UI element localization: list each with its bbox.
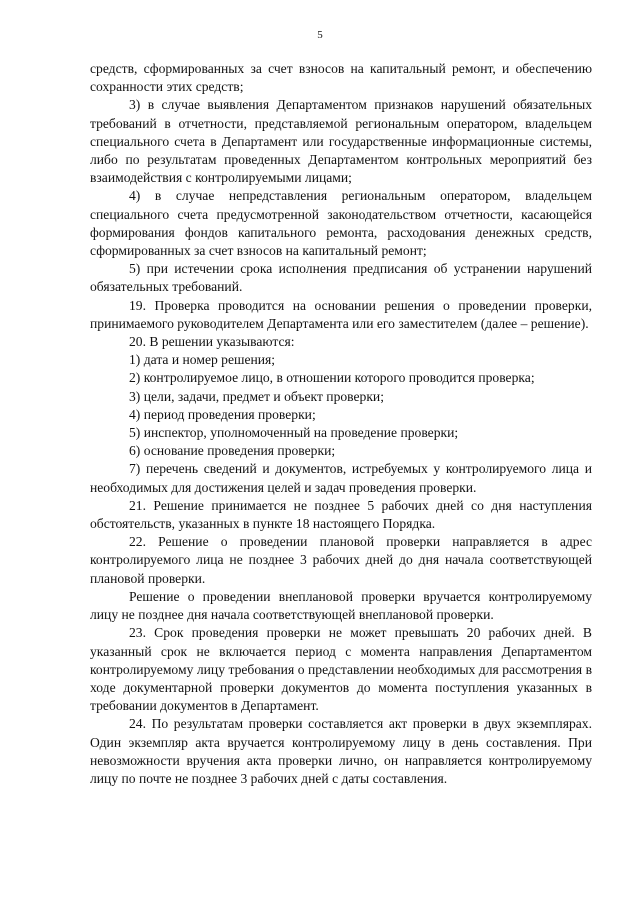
paragraph-18: 24. По результатам проверки составляется акт проверки в двух экземплярах. Один экземпляр акта вручается контролируемому лицу в день составления. При невозможности вручения акта проверки лично, он направляется контролируемому лицу по почте не позднее 3 рабочих дней с даты составления. — [90, 716, 592, 786]
page-number: 5 — [317, 29, 323, 41]
paragraph-1: средств, сформированных за счет взносов на капитальный ремонт, и обеспечению сохранности этих средств; — [90, 61, 592, 95]
paragraph-5: 19. Проверка проводится на основании решения о проведении проверки, принимаемого руководителем Департамента или его заместителем (далее – решение). — [90, 297, 592, 331]
paragraph-8: 2) контролируемое лицо, в отношении которого проводится проверка; — [129, 370, 535, 386]
paragraph-3: 4) в случае непредставления региональным оператором, владельцем специального счета предусмотренной законодательством отчетности, касающейся формирования фондов капитального ремонта, расходования денежных средств, сформированных за счет взносов на капитальный ремонт; — [90, 188, 592, 259]
paragraph-17: 23. Срок проведения проверки не может превышать 20 рабочих дней. В указанный срок не включается период с момента направления Департаментом контролируемому лицу требования о представлении необходимых для рассмотрения в ходе документарной проверки документов до момента поступления указанных в требовании документов в Департамент. — [90, 625, 592, 714]
paragraph-14: 21. Решение принимается не позднее 5 рабочих дней со дня наступления обстоятельств, указанных в пункте 18 настоящего Порядка. — [90, 497, 592, 532]
paragraph-11: 5) инспектор, уполномоченный на проведение проверки; — [129, 425, 459, 441]
paragraph-4: 5) при истечении срока исполнения предписания об устранении нарушений обязательных требований. — [90, 261, 592, 295]
paragraph-10: 4) период проведения проверки; — [129, 406, 316, 422]
paragraph-13: 7) перечень сведений и документов, истребуемых у контролируемого лица и необходимых для достижения целей и задач проведения проверки. — [90, 461, 592, 495]
paragraph-9: 3) цели, задачи, предмет и объект проверки; — [129, 388, 384, 404]
paragraph-7: 1) дата и номер решения; — [129, 352, 276, 368]
paragraph-15: 22. Решение о проведении плановой проверки направляется в адрес контролируемого лица не позднее 3 рабочих дней до дня начала соответствующей плановой проверки. — [90, 534, 592, 586]
document-body — [90, 60, 592, 788]
paragraph-2: 3) в случае выявления Департаментом признаков нарушений обязательных требований в отчетности, представляемой региональным оператором, владельцем специального счета в Департамент или государственные информационные системы, либо по результатам проведенных Департаментом контрольных мероприятий без взаимодействия с контролируемыми лицами; — [90, 97, 592, 186]
paragraph-6: 20. В решении указываются: — [129, 334, 295, 350]
paragraph-12: 6) основание проведения проверки; — [129, 443, 336, 459]
paragraph-16: Решение о проведении внеплановой проверки вручается контролируемому лицу не позднее дня начала соответствующей внеплановой проверки. — [90, 588, 592, 623]
